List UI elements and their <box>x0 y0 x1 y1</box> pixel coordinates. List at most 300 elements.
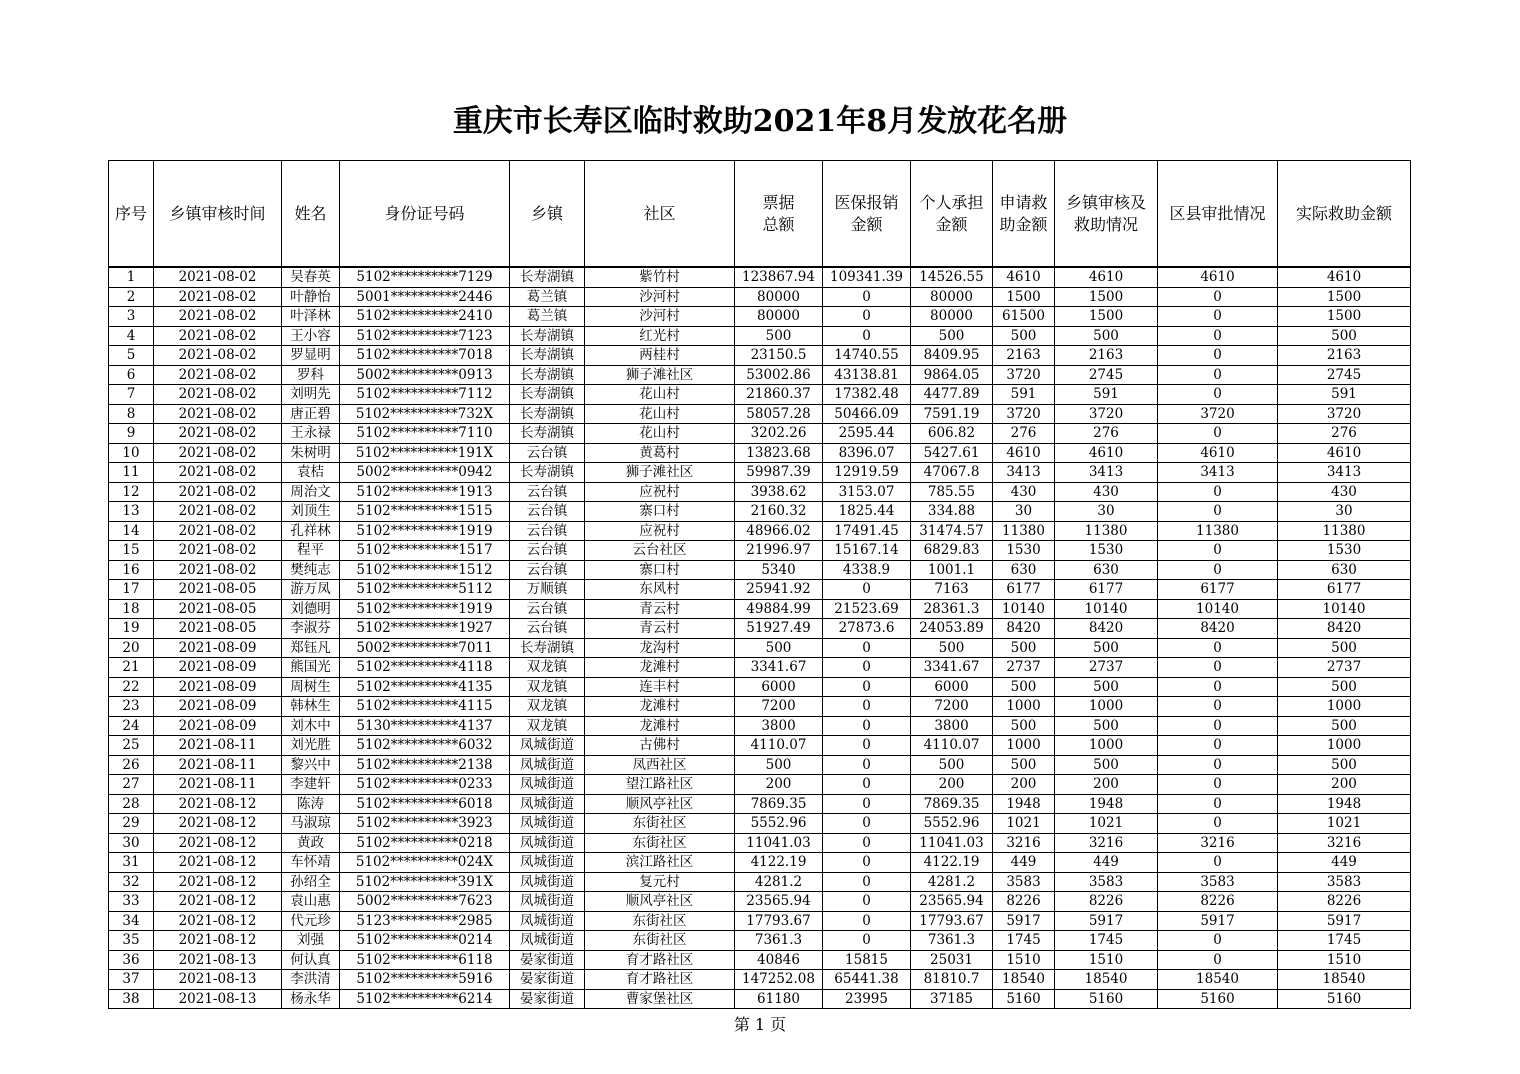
table-cell: 2021-08-12 <box>154 872 282 892</box>
table-cell: 1500 <box>1055 287 1158 307</box>
table-cell: 80000 <box>735 287 823 307</box>
table-row <box>109 404 1411 424</box>
table-cell: 1021 <box>993 814 1055 834</box>
table-cell: 32 <box>109 872 154 892</box>
table-cell: 两桂村 <box>585 346 735 366</box>
table-cell: 0 <box>1158 716 1278 736</box>
table-cell: 2021-08-02 <box>154 326 282 346</box>
table-cell: 200 <box>993 775 1055 795</box>
table-cell: 凤城街道 <box>510 833 585 853</box>
table-cell: 万顺镇 <box>510 580 585 600</box>
table-cell: 0 <box>1158 736 1278 756</box>
table-cell: 1530 <box>993 541 1055 561</box>
table-cell: 5102**********1927 <box>340 619 510 639</box>
table-cell: 红光村 <box>585 326 735 346</box>
table-cell: 500 <box>1278 326 1411 346</box>
table-cell: 7869.35 <box>735 794 823 814</box>
table-cell: 程平 <box>282 541 340 561</box>
table-cell: 孙绍全 <box>282 872 340 892</box>
table-cell: 4610 <box>1158 267 1278 287</box>
table-cell: 500 <box>911 326 993 346</box>
table-cell: 8226 <box>1055 892 1158 912</box>
table-cell: 葛兰镇 <box>510 307 585 327</box>
table-cell: 游万凤 <box>282 580 340 600</box>
table-cell: 10140 <box>1158 599 1278 619</box>
table-cell: 0 <box>1158 365 1278 385</box>
table-cell: 630 <box>1055 560 1158 580</box>
table-cell: 200 <box>1278 775 1411 795</box>
table-row <box>109 560 1411 580</box>
table-cell: 8420 <box>1055 619 1158 639</box>
table-cell: 1500 <box>1055 307 1158 327</box>
table-cell: 0 <box>823 853 911 873</box>
table-cell: 2021-08-12 <box>154 931 282 951</box>
table-cell: 0 <box>823 326 911 346</box>
table-row <box>109 443 1411 463</box>
table-cell: 14740.55 <box>823 346 911 366</box>
table-cell: 应祝村 <box>585 521 735 541</box>
table-cell: 云台镇 <box>510 599 585 619</box>
table-cell: 0 <box>1158 677 1278 697</box>
table-cell: 334.88 <box>911 502 993 522</box>
table-cell: 云台镇 <box>510 521 585 541</box>
table-cell: 长寿湖镇 <box>510 463 585 483</box>
table-cell: 1510 <box>993 950 1055 970</box>
table-cell: 黄葛村 <box>585 443 735 463</box>
table-row <box>109 658 1411 678</box>
table-cell: 5102**********024X <box>340 853 510 873</box>
table-cell: 8226 <box>993 892 1055 912</box>
table-cell: 5102**********732X <box>340 404 510 424</box>
table-cell: 500 <box>993 716 1055 736</box>
table-cell: 1021 <box>1055 814 1158 834</box>
table-cell: 18540 <box>1278 970 1411 990</box>
table-cell: 27873.6 <box>823 619 911 639</box>
table-cell: 8396.07 <box>823 443 911 463</box>
table-cell: 1500 <box>993 287 1055 307</box>
table-cell: 8 <box>109 404 154 424</box>
table-cell: 1000 <box>1278 736 1411 756</box>
table-cell: 望江路社区 <box>585 775 735 795</box>
table-cell: 0 <box>823 755 911 775</box>
table-cell: 罗显明 <box>282 346 340 366</box>
table-cell: 2021-08-11 <box>154 736 282 756</box>
table-cell: 591 <box>1055 385 1158 405</box>
table-cell: 车怀靖 <box>282 853 340 873</box>
table-cell: 12 <box>109 482 154 502</box>
table-cell: 1510 <box>1278 950 1411 970</box>
table-cell: 5160 <box>993 989 1055 1009</box>
table-cell: 9 <box>109 424 154 444</box>
table-cell: 2021-08-12 <box>154 794 282 814</box>
table-cell: 5102**********391X <box>340 872 510 892</box>
table-cell: 5102**********6118 <box>340 950 510 970</box>
column-header: 序号 <box>109 161 154 268</box>
table-cell: 8409.95 <box>911 346 993 366</box>
table-cell: 0 <box>1158 697 1278 717</box>
table-cell: 1000 <box>993 736 1055 756</box>
table-cell: 22 <box>109 677 154 697</box>
table-cell: 18540 <box>1158 970 1278 990</box>
table-cell: 4610 <box>1055 267 1158 287</box>
table-cell: 2021-08-02 <box>154 521 282 541</box>
table-cell: 0 <box>1158 755 1278 775</box>
table-cell: 0 <box>1158 385 1278 405</box>
table-cell: 18540 <box>993 970 1055 990</box>
table-row <box>109 970 1411 990</box>
table-cell: 龙滩村 <box>585 658 735 678</box>
table-cell: 2021-08-12 <box>154 833 282 853</box>
table-cell: 3153.07 <box>823 482 911 502</box>
table-cell: 500 <box>1278 638 1411 658</box>
table-cell: 500 <box>911 638 993 658</box>
table-cell: 25 <box>109 736 154 756</box>
table-cell: 5001**********2446 <box>340 287 510 307</box>
table-cell: 65441.38 <box>823 970 911 990</box>
column-header: 身份证号码 <box>340 161 510 268</box>
table-cell: 2021-08-09 <box>154 697 282 717</box>
table-cell: 0 <box>1158 424 1278 444</box>
table-cell: 杨永华 <box>282 989 340 1009</box>
table-cell: 20 <box>109 638 154 658</box>
table-cell: 1825.44 <box>823 502 911 522</box>
table-row <box>109 892 1411 912</box>
table-cell: 24 <box>109 716 154 736</box>
table-cell: 5102**********7123 <box>340 326 510 346</box>
table-cell: 熊国光 <box>282 658 340 678</box>
table-cell: 2021-08-12 <box>154 853 282 873</box>
table-cell: 53002.86 <box>735 365 823 385</box>
table-cell: 3 <box>109 307 154 327</box>
table-cell: 狮子滩社区 <box>585 365 735 385</box>
column-header: 区县审批情况 <box>1158 161 1278 268</box>
table-cell: 30 <box>993 502 1055 522</box>
table-cell: 1000 <box>1278 697 1411 717</box>
table-cell: 2021-08-02 <box>154 267 282 287</box>
table-cell: 凤城街道 <box>510 794 585 814</box>
table-cell: 3583 <box>1055 872 1158 892</box>
table-cell: 凤西社区 <box>585 755 735 775</box>
table-cell: 3341.67 <box>911 658 993 678</box>
table-cell: 5002**********7623 <box>340 892 510 912</box>
table-cell: 785.55 <box>911 482 993 502</box>
table-row <box>109 619 1411 639</box>
table-cell: 0 <box>1158 814 1278 834</box>
table-cell: 刘顶生 <box>282 502 340 522</box>
table-cell: 刘强 <box>282 931 340 951</box>
table-cell: 4110.07 <box>911 736 993 756</box>
table-cell: 长寿湖镇 <box>510 326 585 346</box>
table-cell: 38 <box>109 989 154 1009</box>
table-cell: 0 <box>1158 853 1278 873</box>
table-cell: 51927.49 <box>735 619 823 639</box>
column-header: 乡镇 <box>510 161 585 268</box>
table-cell: 2021-08-02 <box>154 541 282 561</box>
table-cell: 双龙镇 <box>510 697 585 717</box>
table-cell: 630 <box>993 560 1055 580</box>
table-cell: 2021-08-05 <box>154 580 282 600</box>
table-cell: 花山村 <box>585 424 735 444</box>
table-row <box>109 580 1411 600</box>
page-number: 第 1 页 <box>733 1015 787 1034</box>
table-cell: 2021-08-02 <box>154 560 282 580</box>
table-cell: 29 <box>109 814 154 834</box>
table-cell: 5102**********0233 <box>340 775 510 795</box>
table-cell: 500 <box>1278 677 1411 697</box>
table-cell: 5102**********2138 <box>340 755 510 775</box>
table-cell: 2021-08-02 <box>154 424 282 444</box>
table-cell: 606.82 <box>911 424 993 444</box>
table-cell: 0 <box>823 287 911 307</box>
table-cell: 云台镇 <box>510 560 585 580</box>
table-cell: 郑钰凡 <box>282 638 340 658</box>
table-cell: 276 <box>1278 424 1411 444</box>
table-cell: 5160 <box>1055 989 1158 1009</box>
table-cell: 25031 <box>911 950 993 970</box>
table-cell: 2745 <box>1055 365 1158 385</box>
table-cell: 长寿湖镇 <box>510 365 585 385</box>
table-cell: 2737 <box>993 658 1055 678</box>
table-cell: 0 <box>1158 502 1278 522</box>
table-cell: 5002**********7011 <box>340 638 510 658</box>
table-row <box>109 287 1411 307</box>
table-cell: 500 <box>1055 755 1158 775</box>
table-cell: 3720 <box>1158 404 1278 424</box>
column-header: 票据 总额 <box>735 161 823 268</box>
table-cell: 5552.96 <box>735 814 823 834</box>
table-cell: 0 <box>823 677 911 697</box>
table-cell: 3720 <box>1055 404 1158 424</box>
table-row <box>109 638 1411 658</box>
table-cell: 5102**********6032 <box>340 736 510 756</box>
table-cell: 23 <box>109 697 154 717</box>
table-cell: 18540 <box>1055 970 1158 990</box>
table-cell: 0 <box>1158 794 1278 814</box>
table-cell: 123867.94 <box>735 267 823 287</box>
table-cell: 0 <box>1158 658 1278 678</box>
table-cell: 0 <box>1158 326 1278 346</box>
table-cell: 5102**********4135 <box>340 677 510 697</box>
table-cell: 5552.96 <box>911 814 993 834</box>
table-cell: 500 <box>993 326 1055 346</box>
table-cell: 449 <box>1278 853 1411 873</box>
table-cell: 连丰村 <box>585 677 735 697</box>
table-cell: 双龙镇 <box>510 658 585 678</box>
column-header: 个人承担 金额 <box>911 161 993 268</box>
table-cell: 3413 <box>1278 463 1411 483</box>
table-cell: 寨口村 <box>585 560 735 580</box>
table-cell: 0 <box>1158 541 1278 561</box>
table-cell: 4 <box>109 326 154 346</box>
table-cell: 0 <box>1158 560 1278 580</box>
table-cell: 云台社区 <box>585 541 735 561</box>
table-cell: 11380 <box>1055 521 1158 541</box>
table-cell: 6829.83 <box>911 541 993 561</box>
document-title: 重庆市长寿区临时救助2021年8月发放花名册 <box>452 104 1068 139</box>
table-cell: 5102**********0218 <box>340 833 510 853</box>
table-cell: 6177 <box>1278 580 1411 600</box>
table-cell: 500 <box>993 755 1055 775</box>
table-cell: 1530 <box>1278 541 1411 561</box>
table-cell: 500 <box>911 755 993 775</box>
table-cell: 5102**********6214 <box>340 989 510 1009</box>
table-cell: 4610 <box>1278 267 1411 287</box>
table-cell: 2021-08-12 <box>154 911 282 931</box>
column-header: 申请救 助金额 <box>993 161 1055 268</box>
table-cell: 2021-08-02 <box>154 463 282 483</box>
table-cell: 4610 <box>1278 443 1411 463</box>
table-cell: 6177 <box>1158 580 1278 600</box>
table-cell: 14 <box>109 521 154 541</box>
table-cell: 5102**********5916 <box>340 970 510 990</box>
table-cell: 500 <box>1055 716 1158 736</box>
table-cell: 2745 <box>1278 365 1411 385</box>
table-cell: 17491.45 <box>823 521 911 541</box>
table-cell: 0 <box>823 892 911 912</box>
table-cell: 200 <box>735 775 823 795</box>
table-cell: 80000 <box>735 307 823 327</box>
table-cell: 5917 <box>1278 911 1411 931</box>
table-cell: 1530 <box>1055 541 1158 561</box>
table-cell: 李淑芬 <box>282 619 340 639</box>
table-cell: 3413 <box>1055 463 1158 483</box>
table-cell: 109341.39 <box>823 267 911 287</box>
table-cell: 寨口村 <box>585 502 735 522</box>
table-cell: 0 <box>823 833 911 853</box>
table-cell: 2021-08-02 <box>154 287 282 307</box>
table-cell: 0 <box>1158 931 1278 951</box>
table-cell: 刘木中 <box>282 716 340 736</box>
table-cell: 1021 <box>1278 814 1411 834</box>
table-cell: 11380 <box>993 521 1055 541</box>
table-cell: 47067.8 <box>911 463 993 483</box>
table-cell: 育才路社区 <box>585 950 735 970</box>
table-cell: 2163 <box>1278 346 1411 366</box>
table-cell: 5102**********5112 <box>340 580 510 600</box>
table-cell: 刘光胜 <box>282 736 340 756</box>
table-cell: 37185 <box>911 989 993 1009</box>
table-cell: 591 <box>1278 385 1411 405</box>
table-row <box>109 794 1411 814</box>
table-cell: 40846 <box>735 950 823 970</box>
table-cell: 15815 <box>823 950 911 970</box>
table-cell: 8420 <box>1278 619 1411 639</box>
table-cell: 韩林生 <box>282 697 340 717</box>
table-cell: 叶泽林 <box>282 307 340 327</box>
table-row <box>109 697 1411 717</box>
table-cell: 3216 <box>1158 833 1278 853</box>
table-cell: 0 <box>1158 775 1278 795</box>
table-cell: 500 <box>1055 638 1158 658</box>
table-cell: 晏家街道 <box>510 989 585 1009</box>
table-cell: 顺风亭社区 <box>585 892 735 912</box>
table-cell: 长寿湖镇 <box>510 267 585 287</box>
table-cell: 31474.57 <box>911 521 993 541</box>
table-cell: 11041.03 <box>735 833 823 853</box>
table-cell: 2021-08-09 <box>154 677 282 697</box>
table-cell: 顺风亭社区 <box>585 794 735 814</box>
table-cell: 7361.3 <box>735 931 823 951</box>
table-cell: 7 <box>109 385 154 405</box>
table-cell: 凤城街道 <box>510 755 585 775</box>
table-cell: 3216 <box>1278 833 1411 853</box>
table-cell: 晏家街道 <box>510 970 585 990</box>
table-row <box>109 307 1411 327</box>
table-cell: 5102**********7112 <box>340 385 510 405</box>
table-row <box>109 911 1411 931</box>
table-cell: 28 <box>109 794 154 814</box>
table-cell: 凤城街道 <box>510 814 585 834</box>
table-cell: 500 <box>735 755 823 775</box>
table-row <box>109 950 1411 970</box>
table-cell: 0 <box>823 307 911 327</box>
table-row <box>109 989 1411 1009</box>
table-cell: 周树生 <box>282 677 340 697</box>
table-cell: 5102**********7129 <box>340 267 510 287</box>
table-cell: 7200 <box>735 697 823 717</box>
table-cell: 2163 <box>1055 346 1158 366</box>
column-header: 社区 <box>585 161 735 268</box>
table-row <box>109 365 1411 385</box>
table-cell: 古佛村 <box>585 736 735 756</box>
table-cell: 8420 <box>1158 619 1278 639</box>
table-cell: 2021-08-02 <box>154 404 282 424</box>
table-cell: 周治文 <box>282 482 340 502</box>
table-cell: 36 <box>109 950 154 970</box>
table-cell: 3216 <box>993 833 1055 853</box>
table-cell: 狮子滩社区 <box>585 463 735 483</box>
table-cell: 0 <box>823 638 911 658</box>
table-header-row <box>109 161 1411 268</box>
table-cell: 21996.97 <box>735 541 823 561</box>
table-cell: 东街社区 <box>585 911 735 931</box>
table-cell: 4610 <box>993 443 1055 463</box>
table-row <box>109 833 1411 853</box>
table-cell: 11041.03 <box>911 833 993 853</box>
table-cell: 5102**********4115 <box>340 697 510 717</box>
table-row <box>109 267 1411 287</box>
table-cell: 袁桔 <box>282 463 340 483</box>
table-cell: 5 <box>109 346 154 366</box>
table-cell: 5102**********1919 <box>340 521 510 541</box>
table-cell: 应祝村 <box>585 482 735 502</box>
table-cell: 1948 <box>1055 794 1158 814</box>
table-cell: 育才路社区 <box>585 970 735 990</box>
table-cell: 5102**********4118 <box>340 658 510 678</box>
table-cell: 3800 <box>735 716 823 736</box>
table-cell: 2021-08-09 <box>154 716 282 736</box>
table-cell: 龙滩村 <box>585 716 735 736</box>
table-cell: 276 <box>993 424 1055 444</box>
table-cell: 沙河村 <box>585 287 735 307</box>
table-cell: 30 <box>109 833 154 853</box>
table-cell: 凤城街道 <box>510 892 585 912</box>
table-cell: 罗科 <box>282 365 340 385</box>
table-cell: 0 <box>823 911 911 931</box>
table-cell: 3938.62 <box>735 482 823 502</box>
table-cell: 0 <box>1158 307 1278 327</box>
table-cell: 2021-08-12 <box>154 814 282 834</box>
table-cell: 6177 <box>1055 580 1158 600</box>
table-cell: 云台镇 <box>510 482 585 502</box>
table-cell: 凤城街道 <box>510 775 585 795</box>
table-cell: 3216 <box>1055 833 1158 853</box>
table-cell: 1000 <box>993 697 1055 717</box>
table-cell: 黄政 <box>282 833 340 853</box>
column-header: 实际救助金额 <box>1278 161 1411 268</box>
table-cell: 0 <box>823 814 911 834</box>
table-cell: 16 <box>109 560 154 580</box>
